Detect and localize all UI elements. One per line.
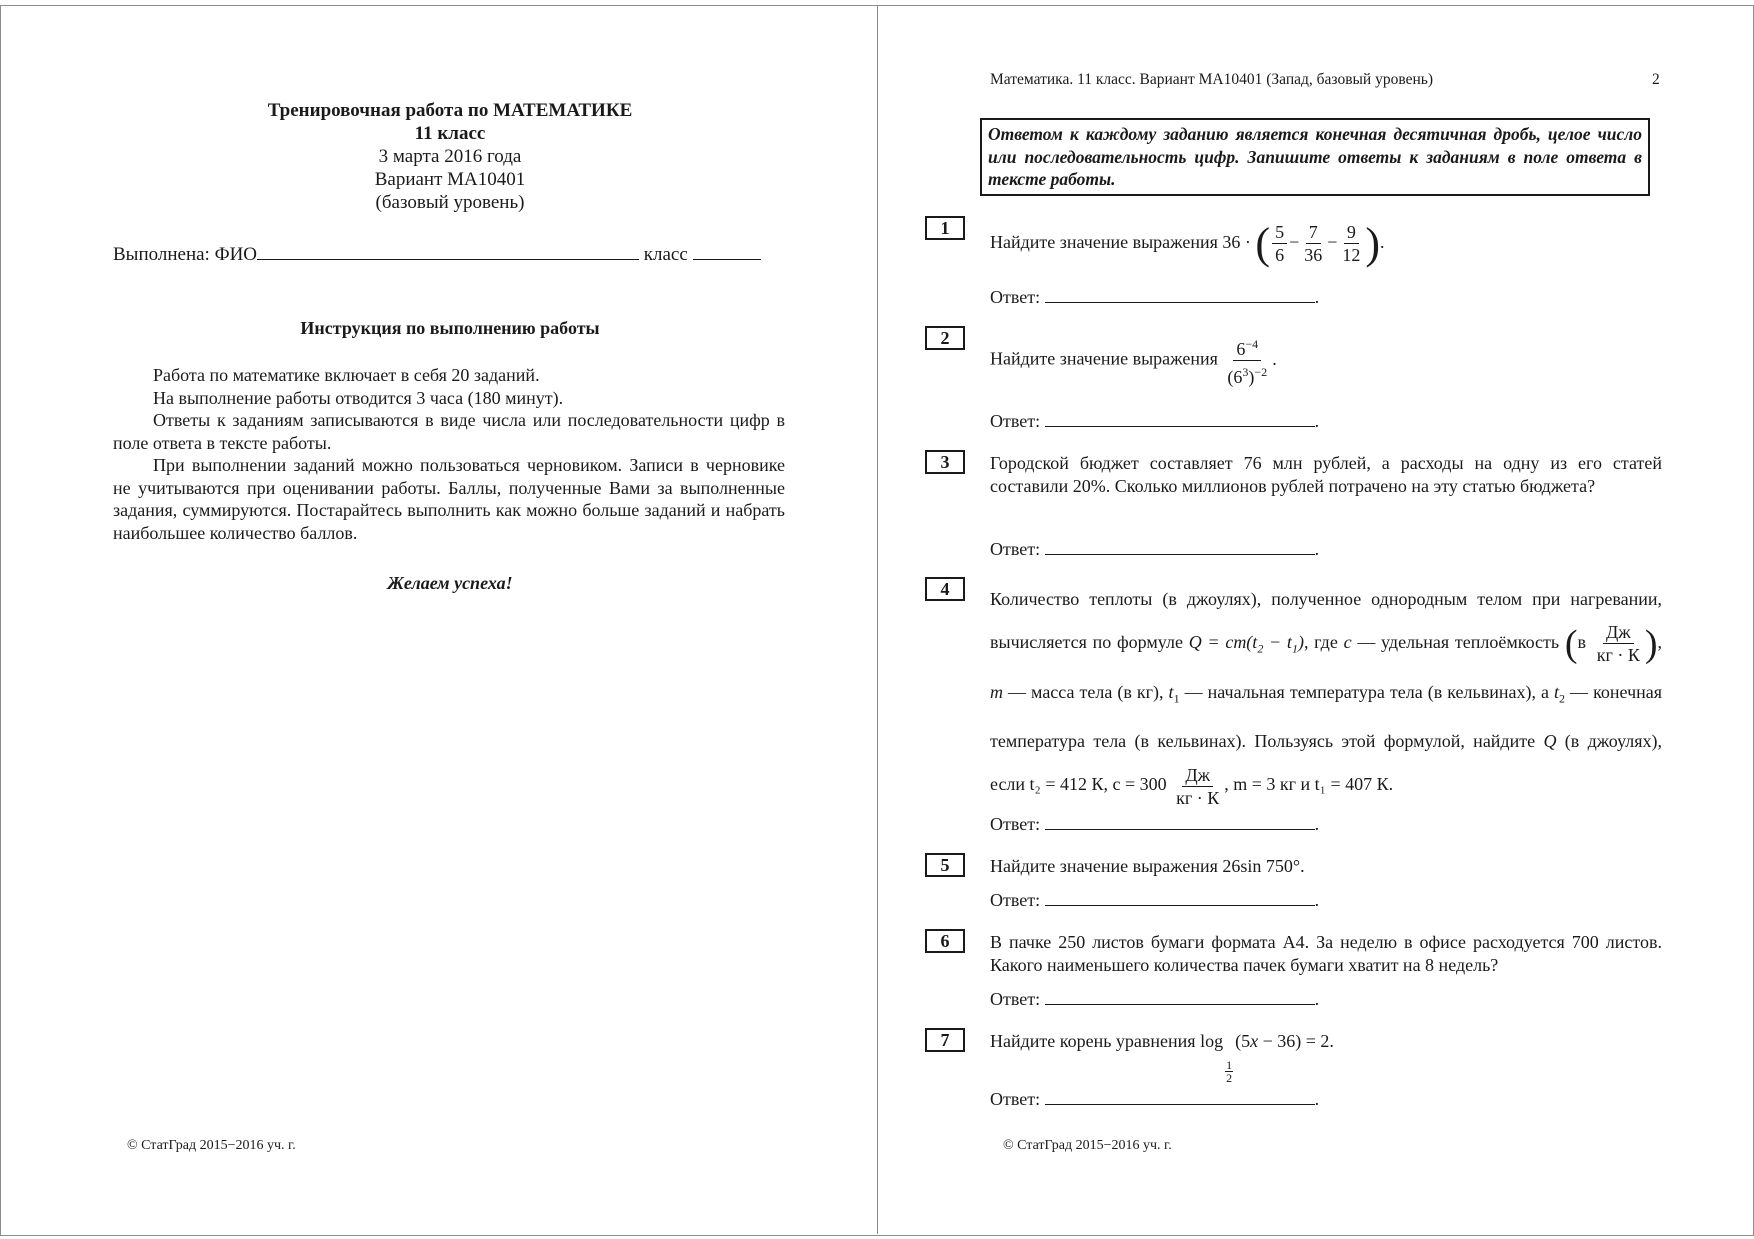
page-header-title: Математика. 11 класс. Вариант МА10401 (Запад, базовый уровень)	[990, 71, 1433, 88]
task-number-1: 1	[925, 216, 965, 240]
task-2-text	[990, 333, 1662, 388]
task-4-last: m = 3 кг и t₁ = 407 К.	[1233, 774, 1394, 795]
task-4-answer: Ответ: .	[990, 814, 1320, 834]
answer-label: Ответ:	[990, 890, 1041, 910]
task-7-text	[990, 1030, 1662, 1084]
completed-by-label: Выполнена: ФИО	[113, 244, 258, 265]
right-footer: © СтатГрад 2015−2016 уч. г.	[1003, 1138, 1172, 1153]
title-line-1: Тренировочная работа по МАТЕМАТИКЕ	[267, 100, 633, 121]
unit-denominator: кг · К	[1596, 645, 1640, 666]
task-6-answer: Ответ: .	[990, 989, 1320, 1009]
answer-label: Ответ:	[990, 411, 1041, 431]
task-number-2: 2	[925, 326, 965, 350]
class-blank[interactable]	[693, 243, 761, 260]
title-line-4: Вариант МА10401	[374, 169, 526, 190]
completed-by-row	[113, 243, 783, 266]
task-4-part: (в джоулях), если	[990, 731, 1663, 795]
task-6-text: В пачке 250 листов бумаги формата А4. За неделю в офисе расходуется 700 листов. Какого наименьшего количества пачек бумаги хватит на 8 недель?	[990, 932, 1662, 975]
task-1-answer: Ответ: .	[990, 287, 1320, 307]
task-4-part: — удельная теплоёмкость	[1357, 632, 1560, 652]
answer-field[interactable]	[1045, 889, 1315, 906]
task-number-3: 3	[925, 450, 965, 474]
answer-notice-box: Ответом к каждому заданию является конечная десятичная дробь, целое число или последовательность цифр. Запишите ответы к заданиям в поле ответа в тексте работы.	[980, 118, 1650, 196]
task-2-prompt: Найдите значение выражения	[990, 348, 1218, 369]
left-footer: © СтатГрад 2015−2016 уч. г.	[127, 1138, 296, 1153]
task-5-expression: 26sin 750°.	[1222, 856, 1305, 876]
answer-field[interactable]	[1045, 988, 1315, 1005]
task-number-7: 7	[925, 1028, 965, 1052]
instruction-paragraph: На выполнение работы отводится 3 часа (180 минут).	[153, 387, 564, 408]
task-number-6: 6	[925, 929, 965, 953]
task-5-text	[990, 855, 1662, 878]
instruction-paragraph: При выполнении заданий можно пользоваться черновиком. Записи в черновике не учитываются при оценивании работы. Баллы, полученные Вами за выполненные задания, суммируются. Постарайтесь выполнить как можно больше заданий и набрать наибольшее количество баллов.	[113, 455, 785, 543]
task-5-answer: Ответ: .	[990, 890, 1320, 910]
task-7-expression: log $\frac{1}{2}$ (5x − 36) = 2.	[1200, 1031, 1334, 1085]
task-4-part: — масса тела (в кг),	[1008, 681, 1164, 702]
task-2-expression: $\frac{6^{-4}}{(6^3)^{-2}}$ .	[1222, 349, 1276, 369]
answer-field[interactable]	[1045, 286, 1315, 303]
task-4-part: — конечная температура тела (в кельвинах). Пользуясь этой формулой, найдите	[990, 681, 1663, 752]
task-4-part: , где	[1303, 632, 1338, 652]
title-block	[200, 99, 700, 214]
answer-field[interactable]	[1045, 1088, 1315, 1105]
answer-field[interactable]	[1045, 538, 1315, 555]
answer-label: Ответ:	[990, 1089, 1041, 1109]
answer-label: Ответ:	[990, 539, 1041, 559]
class-label: класс	[643, 244, 688, 265]
task-4-part: — начальная температура тела (в кельвинах), а	[1184, 681, 1549, 702]
task-1-text	[990, 217, 1662, 267]
task-2-answer: Ответ: .	[990, 411, 1320, 431]
instruction-title: Инструкция по выполнению работы	[300, 318, 600, 338]
title-line-2: 11 класс	[414, 123, 486, 144]
answer-field[interactable]	[1045, 410, 1315, 427]
task-1-prompt: Найдите значение выражения	[990, 232, 1218, 252]
page-divider	[877, 5, 878, 1234]
answer-label: Ответ:	[990, 287, 1041, 307]
instruction-paragraph: Работа по математике включает в себя 20 заданий.	[153, 365, 540, 385]
answer-label: Ответ:	[990, 989, 1041, 1009]
instruction-paragraph: Ответы к заданиям записываются в виде числа или последовательности цифр в поле ответа в тексте работы.	[113, 410, 785, 453]
instruction-text	[113, 364, 785, 544]
title-line-5: (базовый уровень)	[375, 192, 525, 213]
unit-numerator: Дж	[1603, 621, 1634, 644]
name-blank[interactable]	[257, 243, 639, 260]
task-7-answer: Ответ: .	[990, 1089, 1320, 1109]
answer-field[interactable]	[1045, 813, 1315, 830]
task-4-text: Количество теплоты (в джоулях), полученное однородным телом при нагревании, вычисляется по формуле $Q = cm(t_2 - t_1)$, где c — удельная теплоёмкость (в $\frac{Дж}{кг \cdot К}$ ), m — масса тела (в кг), $t_1$ — начальная температура тела (в кельвинах), а $t_2$ — конечная температура тела (в кельвинах). Пользуясь этой формулой, найдите Q (в джоулях), если t₂ = 412 К, c = 300 $\frac{Дж}{кг \cdot К}$ , m = 3 кг и t₁ = 407 К.	[990, 589, 1663, 808]
wish-text: Желаем успеха!	[387, 573, 513, 593]
task-4-part: Количество теплоты (в джоулях), полученное однородным телом при нагревании, вычисляется по формуле	[990, 589, 1662, 652]
task-4-values: t₂ = 412 К, c = 300	[1029, 774, 1167, 795]
task-number-4: 4	[925, 577, 965, 601]
task-number-5: 5	[925, 853, 965, 877]
task-4-formula: $Q = cm(t_2 - t_1)$	[1188, 632, 1304, 656]
task-3-answer: Ответ: .	[990, 539, 1320, 559]
task-5-prompt: Найдите значение выражения	[990, 856, 1218, 876]
task-1-expression: 36 · ( $\frac{5}{6}$ − $\frac{7}{36}$ − $\frac{9}{12}$ ).	[1222, 218, 1385, 268]
answer-label: Ответ:	[990, 814, 1041, 834]
task-7-prompt: Найдите корень уравнения	[990, 1031, 1196, 1051]
task-3-text: Городской бюджет составляет 76 млн рублей, а расходы на одну из его статей составили 20%. Сколько миллионов рублей потрачено на эту статью бюджета?	[990, 453, 1662, 496]
page-number: 2	[1652, 71, 1660, 88]
unit-prefix: в	[1577, 632, 1586, 652]
title-line-3: 3 марта 2016 года	[378, 146, 522, 167]
